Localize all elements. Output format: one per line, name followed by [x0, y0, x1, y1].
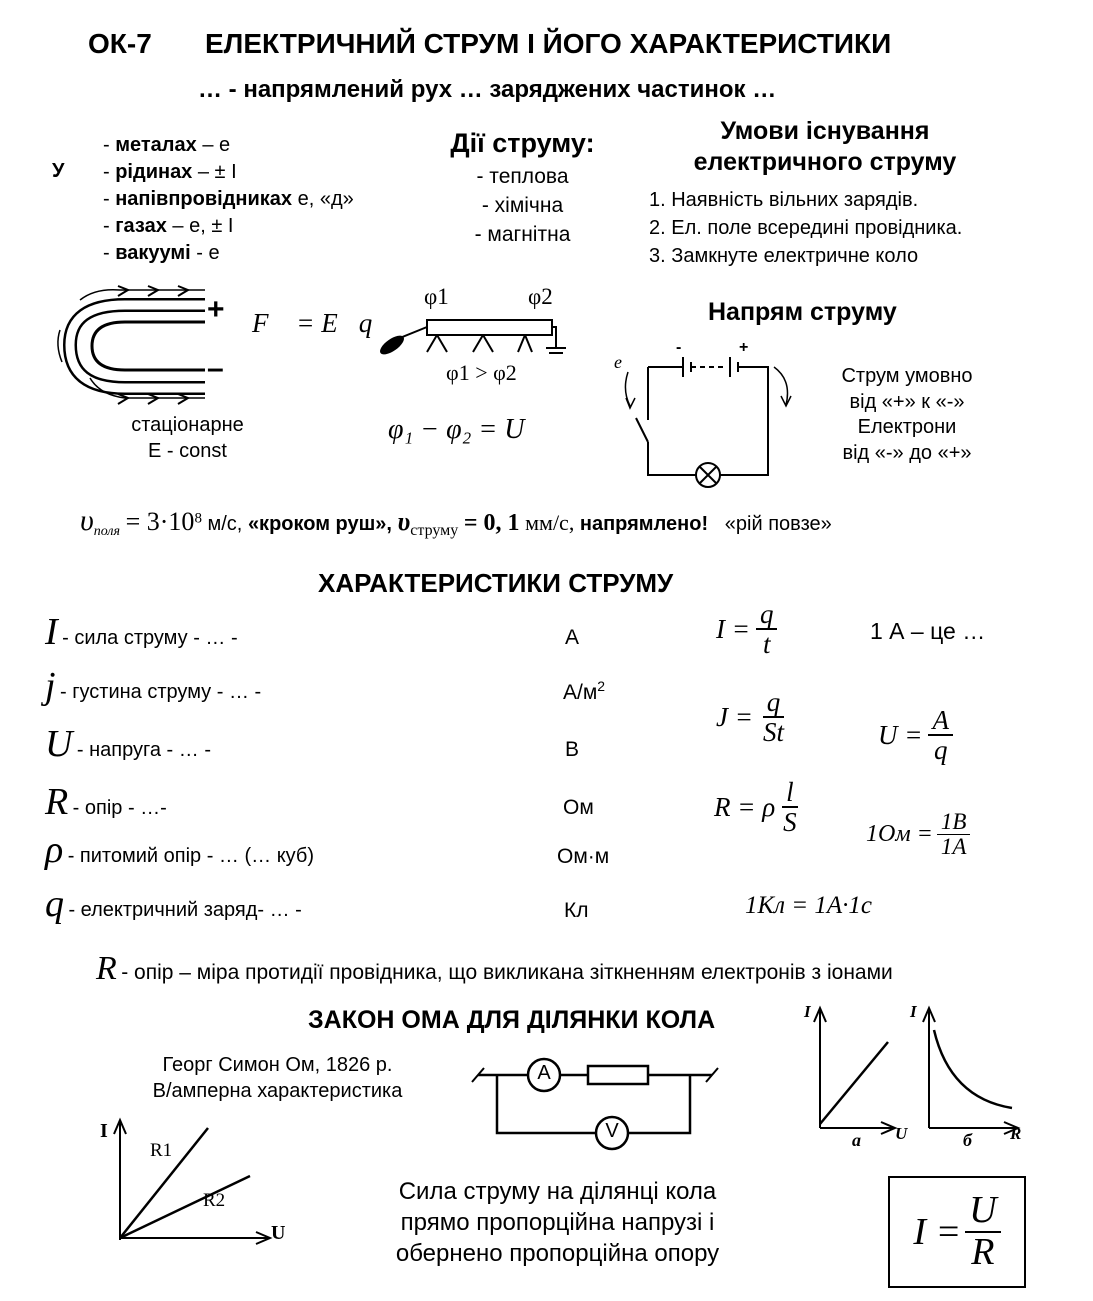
char-row: ρ - питомий опір - … (… куб) — [45, 829, 315, 871]
va-u-label: U — [271, 1222, 286, 1244]
ohm-law-text: Сила струму на ділянці кола прямо пропорційна напрузі і обернено пропорційна опору — [395, 1178, 720, 1267]
minus-sign: – — [207, 352, 224, 385]
plus-sign: + — [207, 293, 225, 326]
graph-b-caption: б — [963, 1130, 972, 1150]
characteristics-title: ХАРАКТЕРИСТИКИ СТРУМУ — [318, 568, 674, 598]
field-caption: стаціонарне E - const — [131, 414, 244, 462]
voltage-formula: φ₁ − φ₂ = U — [388, 414, 525, 445]
ohm-unit-formula: 1Ом = $\frac{1В}{1А}$ — [866, 810, 970, 859]
media-item: - напівпровідниках е, «д» — [103, 188, 354, 210]
voltage-def-formula: U = $\frac{A}{q}$ — [878, 706, 953, 765]
char-row: q - електричний заряд- … - — [45, 883, 302, 925]
speed-line: $\upsilon_{поля} = 3\cdot 10^8$ м/с, «кроком руш», $\upsilon_{струму} = 0$, 1 мм/с, напрямлено! «рій повзе» — [80, 504, 832, 539]
media-item: - вакуумі - е — [103, 242, 220, 264]
char-unit: Ом — [563, 796, 594, 819]
electron-label: e — [614, 352, 622, 372]
char-unit: Ом·м — [557, 845, 610, 868]
current-formula: I = $\frac{q}{t}$ — [716, 600, 777, 659]
ohm-law-lhs: I = — [913, 1211, 962, 1253]
char-unit: $А/м^2$ — [563, 678, 606, 704]
ohm-title: ЗАКОН ОМА ДЛЯ ДІЛЯНКИ КОЛА — [308, 1006, 716, 1034]
ampere-definition: 1 А – це … — [870, 618, 986, 644]
graph-b-r-label: R — [1010, 1124, 1022, 1143]
section-code: ОК-7 — [88, 28, 152, 59]
char-row: j - густина струму - … - — [45, 665, 262, 707]
current-definition: … - напрямлений рух … заряджених частинок … — [198, 76, 777, 103]
ohm-author: Георг Симон Ом, 1826 р. В/амперна характеристика — [152, 1054, 403, 1102]
char-unit: В — [565, 738, 580, 761]
effect-item: - магнітна — [474, 223, 571, 246]
char-row: U - напруга - … - — [45, 723, 211, 765]
phi-compare: φ1 > φ2 — [446, 360, 517, 385]
char-row: R - опір - …- — [45, 781, 167, 823]
battery-plus: + — [739, 339, 749, 356]
direction-title: Напрям струму — [708, 298, 897, 326]
phi1-label: φ1 — [424, 284, 449, 309]
condition-item: 3. Замкнуте електричне коло — [649, 245, 919, 267]
graph-b-i-label: I — [910, 1002, 917, 1021]
resistance-formula: R = ρ $\frac{l}{S}$ — [714, 777, 797, 838]
char-unit: Кл — [564, 899, 589, 922]
media-item: - газах – е, ± І — [103, 215, 234, 237]
resistance-note: R - опір – міра протидії провідника, що викликана зіткненням електронів з іонами — [96, 950, 893, 987]
char-unit: А — [565, 626, 580, 649]
force-formula: F⃗ = E⃗q — [252, 308, 373, 338]
graph-a-caption: а — [852, 1130, 861, 1150]
media-item: - металах – е — [103, 134, 231, 156]
graph-a-i-label: I — [804, 1002, 811, 1021]
effect-item: - хімічна — [481, 194, 564, 217]
direction-text: Струм умовно від «+» к «-» Електрони від «-» до «+» — [841, 365, 973, 464]
effects-title: Дії струму: — [450, 128, 595, 158]
density-formula: J = $\frac{q}{St}$ — [716, 687, 784, 748]
phi2-label: φ2 — [528, 284, 553, 309]
effect-item: - теплова — [476, 165, 569, 188]
char-row: I - сила струму - … - — [45, 611, 238, 653]
coulomb-formula: 1Кл = 1А·1с — [745, 892, 872, 919]
condition-item: 2. Ел. поле всередині провідника. — [649, 217, 963, 239]
ohm-law-formula-box: I = $\frac{U}{R}$ — [888, 1176, 1026, 1288]
ammeter-label: A — [537, 1062, 551, 1084]
battery-minus: - — [676, 339, 682, 356]
media-item: - рідинах – ± І — [103, 161, 237, 183]
va-r1-label: R1 — [150, 1140, 173, 1161]
graph-a-u-label: U — [895, 1124, 908, 1143]
va-i-label: I — [100, 1120, 108, 1142]
condition-item: 1. Наявність вільних зарядів. — [649, 189, 919, 211]
page-title: ЕЛЕКТРИЧНИЙ СТРУМ І ЙОГО ХАРАКТЕРИСТИКИ — [205, 28, 892, 59]
media-prefix: У — [52, 160, 65, 182]
conditions-title: Умови існування електричного струму — [693, 117, 957, 176]
voltmeter-label: V — [605, 1120, 619, 1142]
va-r2-label: R2 — [203, 1190, 226, 1211]
